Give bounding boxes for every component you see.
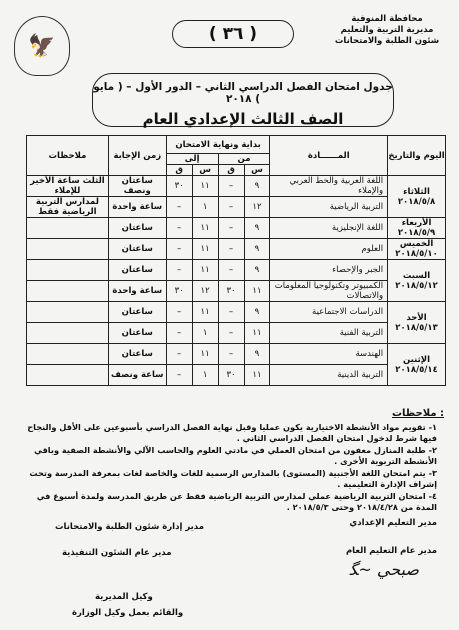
to-hour-cell: ١١ [192, 302, 218, 323]
duration-cell: ساعتان [108, 218, 166, 239]
from-hour-cell: ٩ [244, 239, 270, 260]
duration-cell: ساعتان [108, 260, 166, 281]
from-hour-cell: ٩ [244, 260, 270, 281]
table-row [27, 281, 446, 302]
note-cell: لمدارس التربية الرياضية فقط [27, 197, 109, 218]
table-row [27, 239, 446, 260]
note-item: ١- تقويم مواد الأنشطة الاختيارية يكون عمليا وقبل نهاية الفصل الدراسي بأسبوعين على الأقل والنجاح فيها شرط لدخول امتحان الفصل الدراسي الثاني . [27, 422, 437, 443]
ministry-line: شئون الطلبة والامتحانات [334, 36, 440, 46]
header-notes: ملاحظات [27, 136, 109, 176]
to-minute-cell: ٣٠ [166, 281, 192, 302]
duration-cell: ساعة واحدة [108, 197, 166, 218]
from-minute-cell: – [218, 239, 244, 260]
from-minute-cell: ٣٠ [218, 281, 244, 302]
note-cell [27, 218, 109, 239]
duration-cell: ساعة واحدة [108, 281, 166, 302]
handwritten-signature: ﺻﺒﺤﻲ ~ﮕ [349, 560, 419, 579]
duration-cell: ساعتان [108, 302, 166, 323]
schedule-title: جدول امتحان الفصل الدراسي الثاني – الدور الأول – ( مايو ) ٢٠١٨ [93, 81, 393, 105]
signature-executive-director: مدير عام الشئون التنفيذية [62, 548, 172, 558]
from-hour-cell: ١٢ [244, 197, 270, 218]
from-hour-cell: ٩ [244, 344, 270, 365]
header-to: إلى [166, 154, 218, 165]
signature-prep-director: مدير التعليم الإعدادي [349, 518, 437, 528]
subject-cell: الكمبيوتر وتكنولوجيا المعلومات والاتصالات [270, 281, 388, 302]
duration-cell: ساعتان [108, 239, 166, 260]
schedule-table [26, 135, 446, 386]
to-minute-cell: ٣٠ [166, 176, 192, 197]
note-cell [27, 323, 109, 344]
day-cell [388, 302, 446, 344]
day-date: ٢٠١٨/٥/١٣ [395, 322, 438, 333]
from-minute-cell: – [218, 344, 244, 365]
page-number: ( ٣٦ ) [172, 20, 294, 48]
table-row [27, 323, 446, 344]
note-cell [27, 239, 109, 260]
schedule-body [27, 176, 446, 386]
from-hour-cell: ١١ [244, 323, 270, 344]
ministry-line: محافظة المنوفية [351, 14, 423, 24]
from-minute-cell: – [218, 197, 244, 218]
subject-cell: اللغة العربية والخط العربي والإملاء [270, 176, 388, 197]
to-minute-cell: – [166, 365, 192, 386]
note-item: ٢- طلبة المنازل معفون من امتحان العملي في مادتي العلوم والحاسب الآلي والأنشطة الصفية وباقي الأنشطة التربوية الأخرى . [34, 445, 437, 466]
day-date: ٢٠١٨/٥/١٢ [395, 280, 438, 291]
day-date: ٢٠١٨/٥/٩ [397, 228, 436, 238]
day-date: ٢٠١٨/٥/١٠ [395, 249, 438, 259]
day-cell [388, 344, 446, 386]
subject-cell: التربية الرياضية [270, 197, 388, 218]
to-hour-cell: ١١ [192, 218, 218, 239]
to-hour-cell: ١١ [192, 260, 218, 281]
to-hour-cell: ١١ [192, 344, 218, 365]
from-hour-cell: ١١ [244, 365, 270, 386]
day-cell [388, 176, 446, 218]
day-name: الإثنين [403, 354, 431, 365]
subject-cell: العلوم [270, 239, 388, 260]
from-hour-cell: ٩ [244, 176, 270, 197]
from-minute-cell: – [218, 302, 244, 323]
day-name: الثلاثاء [403, 186, 430, 197]
note-item: ٤- امتحان التربية الرياضية عملي لمدارس التربية الرياضية فقط عن طريق المدرسة ولمدة أسبوع في المدة من ٢٠١٨/٤/٢٨ وحتى ٢٠١٨/٥/٣ . [36, 491, 437, 512]
notes-heading: ملاحظات : [391, 408, 444, 419]
from-hour-cell: ٩ [244, 302, 270, 323]
header-subject: المــــــادة [270, 136, 388, 176]
subject-cell: الجبر والإحصاء [270, 260, 388, 281]
from-minute-cell: ٣٠ [218, 365, 244, 386]
table-row [27, 344, 446, 365]
table-row [27, 197, 446, 218]
day-name: الأربعاء [401, 218, 432, 228]
header-day: اليوم والتاريخ [388, 136, 446, 176]
to-minute-cell: – [166, 218, 192, 239]
to-minute-cell: – [166, 344, 192, 365]
ministry-line: مديرية التربية والتعليم [340, 25, 434, 35]
table-row [27, 302, 446, 323]
from-hour-cell: ١١ [244, 281, 270, 302]
to-minute-cell: – [166, 302, 192, 323]
signature-affairs-director: مدير إدارة شئون الطلبة والامتحانات [55, 522, 204, 532]
table-row [27, 260, 446, 281]
to-minute-cell: – [166, 260, 192, 281]
to-hour-cell: ١١ [192, 176, 218, 197]
subject-cell: الهندسة [270, 344, 388, 365]
duration-cell: ساعتان [108, 323, 166, 344]
header-from-minute: ق [218, 165, 244, 176]
signature-deputy: وكيل المديرية [95, 592, 153, 602]
header-to-minute: ق [166, 165, 192, 176]
ministry-header [327, 14, 447, 47]
header-from-hour: س [244, 165, 270, 176]
header-duration: زمن الإجابة [108, 136, 166, 176]
duration-cell: ساعة ونصف [108, 365, 166, 386]
note-cell: الثلث ساعة الأخير للإملاء [27, 176, 109, 197]
grade-title: الصف الثالث الإعدادي العام [142, 110, 344, 128]
signature-acting-undersecretary: والقائم بعمل وكيل الوزارة [72, 608, 184, 618]
day-cell [388, 218, 446, 239]
day-cell [388, 239, 446, 260]
notes-list [22, 422, 437, 514]
day-cell [388, 260, 446, 302]
duration-cell: ساعتان [108, 344, 166, 365]
to-minute-cell: – [166, 197, 192, 218]
table-row [27, 218, 446, 239]
from-minute-cell: – [218, 323, 244, 344]
subject-cell: التربية الدينية [270, 365, 388, 386]
eagle-emblem-icon: 🦅 [14, 16, 70, 76]
title-box [92, 73, 394, 127]
from-minute-cell: – [218, 260, 244, 281]
to-hour-cell: ١ [192, 365, 218, 386]
to-hour-cell: ١٢ [192, 281, 218, 302]
note-cell [27, 344, 109, 365]
signature-general-director: مدير عام التعليم العام [345, 546, 437, 556]
note-cell [27, 281, 109, 302]
day-name: الخميس [399, 239, 434, 249]
from-hour-cell: ٩ [244, 218, 270, 239]
note-cell [27, 365, 109, 386]
day-date: ٢٠١٨/٥/٨ [397, 196, 436, 207]
to-hour-cell: ١ [192, 323, 218, 344]
duration-cell: ساعتان ونصف [108, 176, 166, 197]
to-hour-cell: ١ [192, 197, 218, 218]
header-time-span: بداية ونهاية الامتحان [166, 136, 270, 154]
to-minute-cell: – [166, 239, 192, 260]
to-hour-cell: ١١ [192, 239, 218, 260]
header-from: من [218, 154, 270, 165]
subject-cell: اللغة الإنجليزية [270, 218, 388, 239]
subject-cell: التربية الفنية [270, 323, 388, 344]
note-cell [27, 260, 109, 281]
day-date: ٢٠١٨/٥/١٤ [395, 364, 438, 375]
day-name: السبت [402, 270, 431, 281]
day-name: الأحد [406, 312, 427, 323]
to-minute-cell: – [166, 323, 192, 344]
subject-cell: الدراسات الاجتماعية [270, 302, 388, 323]
header-to-hour: س [192, 165, 218, 176]
table-row [27, 176, 446, 197]
table-row [27, 365, 446, 386]
from-minute-cell: – [218, 218, 244, 239]
from-minute-cell: – [218, 176, 244, 197]
note-cell [27, 302, 109, 323]
note-item: ٣- يتم امتحان اللغة الأجنبية (المستوى) بالمدارس الرسمية للغات والخاصة لغات بمعرفة المدرسة وتحت إشراف الإدارة التعليمية . [29, 468, 437, 489]
